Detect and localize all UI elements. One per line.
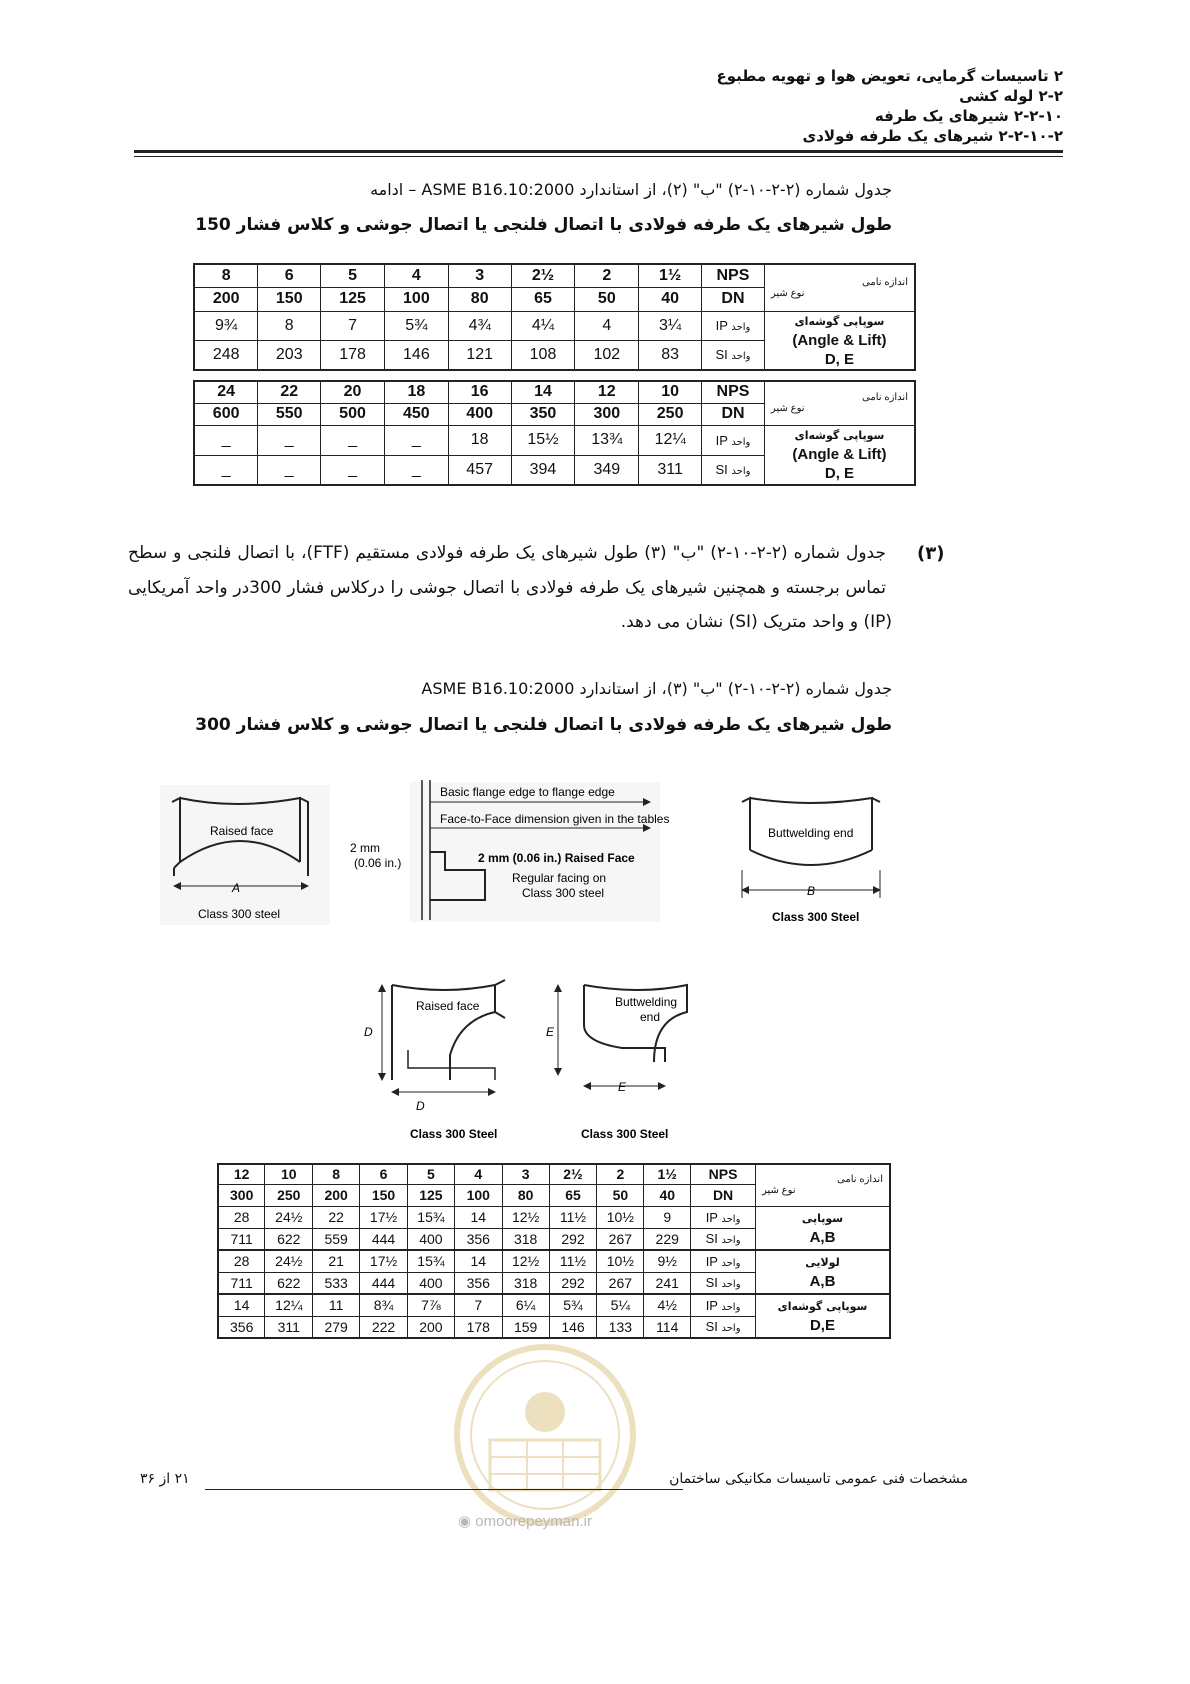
dn-cell: 100 (384, 287, 448, 311)
valve-type-globe: سوپاپی A,B (755, 1206, 890, 1250)
si-cell: _ (321, 455, 385, 485)
globe-icon: ◉ (458, 1513, 472, 1530)
ip-cell: 15¾ (407, 1206, 454, 1228)
ip-cell: 17½ (360, 1206, 408, 1228)
nps-cell: 12 (575, 381, 639, 403)
figure-raised-face-angle (364, 980, 505, 1141)
si-cell: 533 (313, 1272, 360, 1294)
si-cell: 318 (502, 1272, 549, 1294)
ip-cell: 22 (313, 1206, 360, 1228)
size-type-label: اندازه نامی نوع شیر (764, 264, 915, 311)
footer-rule (205, 1489, 683, 1490)
nps-cell: 1½ (644, 1164, 691, 1184)
si-cell: 114 (644, 1316, 691, 1338)
ip-cell: 5¼ (597, 1294, 644, 1316)
si-cell: 318 (502, 1228, 549, 1250)
size-type-label: اندازه نامی نوع شیر (755, 1164, 890, 1206)
ip-cell: 5¾ (384, 311, 448, 340)
nps-header: NPS (702, 381, 765, 403)
nps-cell: 6 (258, 264, 321, 287)
ip-cell: 8 (258, 311, 321, 340)
ip-cell: 7 (454, 1294, 502, 1316)
ip-cell: _ (321, 425, 385, 455)
ip-cell: 24½ (265, 1206, 313, 1228)
si-cell: 356 (218, 1316, 265, 1338)
header-rule-thick (134, 150, 1063, 153)
si-cell: 108 (511, 340, 575, 370)
nps-cell: 14 (511, 381, 575, 403)
dn-cell: 125 (321, 287, 385, 311)
figure-buttwelding-angle (546, 985, 687, 1141)
si-cell: 311 (639, 455, 702, 485)
unit-si: SI واحد (691, 1272, 756, 1294)
figure-dim-d: D (364, 1025, 373, 1039)
figure-label: Face-to-Face dimension given in the tables (440, 812, 670, 826)
paragraph-line-1: جدول شماره (۲-۲-۱۰-۲) "ب" (۳) طول شیرهای یک طرفه فولادی مستقیم (FTF)، با اتصال فلنجی و سطح (128, 543, 886, 563)
figure-label: Raised face (416, 999, 480, 1013)
nps-cell: 22 (258, 381, 321, 403)
footer-watermark: ◉ omoorepeyman.ir (458, 1513, 592, 1530)
ip-cell: _ (258, 425, 321, 455)
si-cell: 400 (407, 1228, 454, 1250)
table-title-1: طول شیرهای یک طرفه فولادی با اتصال فلنجی یا اتصال جوشی و کلاس فشار 150 (195, 215, 892, 235)
figure-label: Raised face (210, 824, 274, 838)
nps-cell: 2½ (549, 1164, 597, 1184)
nps-cell: 4 (384, 264, 448, 287)
nps-cell: 18 (384, 381, 448, 403)
si-cell: 711 (218, 1228, 265, 1250)
ip-cell: 12¼ (265, 1294, 313, 1316)
valve-dimension-figures (160, 780, 1040, 1150)
nps-cell: 12 (218, 1164, 265, 1184)
unit-si: SI واحد (702, 455, 765, 485)
nps-cell: 3 (448, 264, 511, 287)
si-cell: 400 (407, 1272, 454, 1294)
si-cell: _ (258, 455, 321, 485)
ip-cell: 13¾ (575, 425, 639, 455)
si-cell: 121 (448, 340, 511, 370)
nps-cell: 2 (597, 1164, 644, 1184)
header-line-4: ۲-۲-۱۰-۲ شیرهای یک طرفه فولادی (802, 127, 1063, 145)
unit-ip: IP واحد (691, 1206, 756, 1228)
ip-cell: 4¼ (511, 311, 575, 340)
nps-cell: 4 (454, 1164, 502, 1184)
header-line-1: ۲ تاسیسات گرمایی، تعویض هوا و تهویه مطبوع (716, 67, 1063, 85)
nps-cell: 20 (321, 381, 385, 403)
si-cell: 292 (549, 1272, 597, 1294)
ip-cell: 10½ (597, 1250, 644, 1272)
si-cell: 394 (511, 455, 575, 485)
dn-cell: 65 (511, 287, 575, 311)
dn-header: DN (702, 403, 765, 425)
dn-cell: 200 (313, 1184, 360, 1206)
ip-cell: 11½ (549, 1250, 597, 1272)
si-cell: 711 (218, 1272, 265, 1294)
si-cell: 146 (384, 340, 448, 370)
paragraph-marker: (۳) (917, 543, 945, 564)
dn-cell: 125 (407, 1184, 454, 1206)
ip-cell: 7 (321, 311, 385, 340)
table-caption-1: جدول شماره (۲-۲-۱۰-۲) "ب" (۲)، از استاندارد ASME B16.10:2000 – ادامه (370, 180, 892, 199)
header-line-3: ۲-۲-۱۰ شیرهای یک طرفه (874, 107, 1063, 125)
ip-cell: 14 (454, 1206, 502, 1228)
dn-cell: 40 (639, 287, 702, 311)
ip-cell: 11½ (549, 1206, 597, 1228)
watermark-seal (450, 1340, 640, 1530)
figure-label: Basic flange edge to flange edge (440, 785, 615, 799)
figure-caption: Class 300 Steel (581, 1127, 669, 1141)
dn-cell: 80 (502, 1184, 549, 1206)
si-cell: 349 (575, 455, 639, 485)
dn-cell: 150 (360, 1184, 408, 1206)
si-cell: 267 (597, 1228, 644, 1250)
nps-cell: 2½ (511, 264, 575, 287)
valve-type-angle-lift: سوپاپی گوشه‌ای (Angle & Lift) D, E (764, 425, 915, 485)
ip-cell: 4 (575, 311, 639, 340)
valve-type-angle: سوپاپی گوشه‌ای D,E (755, 1294, 890, 1338)
ip-cell: 12½ (502, 1250, 549, 1272)
footer-page-number: ۲۱ از ۳۶ (140, 1471, 190, 1487)
nps-cell: 5 (407, 1164, 454, 1184)
valve-type-swing: لولایی A,B (755, 1250, 890, 1294)
si-cell: 178 (321, 340, 385, 370)
valve-table-300 (217, 1163, 891, 1339)
ip-cell: 28 (218, 1206, 265, 1228)
dn-cell: 300 (218, 1184, 265, 1206)
ip-cell: 12¼ (639, 425, 702, 455)
unit-ip: IP واحد (691, 1294, 756, 1316)
valve-type-angle-lift: سوپاپی گوشه‌ای (Angle & Lift) D, E (764, 311, 915, 370)
ip-cell: 10½ (597, 1206, 644, 1228)
dn-cell: 200 (194, 287, 258, 311)
figure-label: 2 mm (350, 841, 380, 855)
si-cell: 311 (265, 1316, 313, 1338)
ip-cell: 6¼ (502, 1294, 549, 1316)
ip-cell: 9½ (644, 1250, 691, 1272)
si-cell: 133 (597, 1316, 644, 1338)
figure-flange-detail (350, 780, 669, 922)
si-cell: 457 (448, 455, 511, 485)
figure-dim-e: E (546, 1025, 555, 1039)
figure-label: Regular facing on (512, 871, 607, 885)
dn-header: DN (702, 287, 765, 311)
nps-cell: 24 (194, 381, 258, 403)
paragraph-line-2: تماس برجسته و همچنین شیرهای یک طرفه فولادی با اتصال جوشی را درکلاس فشار 300در واحد آمریکایی (128, 578, 886, 598)
dn-cell: 150 (258, 287, 321, 311)
si-cell: _ (194, 455, 258, 485)
si-cell: 200 (407, 1316, 454, 1338)
si-cell: 146 (549, 1316, 597, 1338)
dn-cell: 300 (575, 403, 639, 425)
dn-cell: 50 (597, 1184, 644, 1206)
si-cell: 203 (258, 340, 321, 370)
dn-cell: 550 (258, 403, 321, 425)
ip-cell: 5¾ (549, 1294, 597, 1316)
si-cell: 267 (597, 1272, 644, 1294)
dn-cell: 50 (575, 287, 639, 311)
si-cell: 622 (265, 1228, 313, 1250)
nps-cell: 6 (360, 1164, 408, 1184)
valve-table-150-b (193, 380, 916, 486)
dn-cell: 250 (265, 1184, 313, 1206)
ip-cell: 4¾ (448, 311, 511, 340)
si-cell: 248 (194, 340, 258, 370)
footer-title: مشخصات فنی عمومی تاسیسات مکانیکی ساختمان (669, 1471, 968, 1487)
si-cell: 159 (502, 1316, 549, 1338)
unit-si: SI واحد (691, 1316, 756, 1338)
si-cell: _ (384, 455, 448, 485)
header-line-2: ۲-۲ لوله کشی (959, 87, 1063, 105)
nps-header: NPS (691, 1164, 756, 1184)
si-cell: 356 (454, 1228, 502, 1250)
figure-caption: Class 300 Steel (410, 1127, 498, 1141)
figure-caption: Class 300 Steel (772, 910, 860, 924)
nps-cell: 5 (321, 264, 385, 287)
si-cell: 102 (575, 340, 639, 370)
nps-cell: 16 (448, 381, 511, 403)
ip-cell: 4½ (644, 1294, 691, 1316)
nps-cell: 8 (194, 264, 258, 287)
dn-header: DN (691, 1184, 756, 1206)
table-caption-2: جدول شماره (۲-۲-۱۰-۲) "ب" (۳)، از استاندارد ASME B16.10:2000 (421, 679, 892, 698)
si-cell: 178 (454, 1316, 502, 1338)
unit-si: SI واحد (691, 1228, 756, 1250)
si-cell: 229 (644, 1228, 691, 1250)
ip-cell: 28 (218, 1250, 265, 1272)
dn-cell: 40 (644, 1184, 691, 1206)
nps-cell: 2 (575, 264, 639, 287)
figure-label: end (640, 1010, 661, 1024)
figure-label: Buttwelding end (768, 826, 854, 840)
figure-label: Class 300 steel (522, 886, 605, 900)
dn-cell: 350 (511, 403, 575, 425)
dn-cell: 250 (639, 403, 702, 425)
unit-ip: IP واحد (691, 1250, 756, 1272)
figure-caption: Class 300 steel (198, 907, 281, 921)
ip-cell: 24½ (265, 1250, 313, 1272)
dn-cell: 500 (321, 403, 385, 425)
dn-cell: 450 (384, 403, 448, 425)
ip-cell: 17½ (360, 1250, 408, 1272)
figure-label: Buttwelding (615, 995, 678, 1009)
nps-header: NPS (702, 264, 765, 287)
figure-label: (0.06 in.) (354, 856, 402, 870)
unit-ip: IP واحد (702, 311, 765, 340)
si-cell: 356 (454, 1272, 502, 1294)
si-cell: 444 (360, 1228, 408, 1250)
ip-cell: 9¾ (194, 311, 258, 340)
ip-cell: 14 (454, 1250, 502, 1272)
dn-cell: 65 (549, 1184, 597, 1206)
dn-cell: 80 (448, 287, 511, 311)
si-cell: 222 (360, 1316, 408, 1338)
dn-cell: 600 (194, 403, 258, 425)
table-title-2: طول شیرهای یک طرفه فولادی با اتصال فلنجی یا اتصال جوشی و کلاس فشار 300 (195, 715, 892, 735)
ip-cell: 15¾ (407, 1250, 454, 1272)
figure-buttwelding-straight (742, 798, 880, 924)
ip-cell: 18 (448, 425, 511, 455)
figure-dim-d: D (416, 1099, 425, 1113)
ip-cell: 15½ (511, 425, 575, 455)
nps-cell: 10 (265, 1164, 313, 1184)
ip-cell: 11 (313, 1294, 360, 1316)
nps-cell: 1½ (639, 264, 702, 287)
nps-cell: 8 (313, 1164, 360, 1184)
dn-cell: 400 (448, 403, 511, 425)
nps-cell: 3 (502, 1164, 549, 1184)
figure-dim-a: A (232, 881, 241, 895)
figure-dim-b: B (807, 884, 816, 898)
figure-dim-e: E (618, 1080, 627, 1094)
size-type-label: اندازه نامی نوع شیر (764, 381, 915, 425)
ip-cell: 9 (644, 1206, 691, 1228)
si-cell: 292 (549, 1228, 597, 1250)
ip-cell: _ (384, 425, 448, 455)
figure-label: 2 mm (0.06 in.) Raised Face (478, 851, 635, 865)
si-cell: 622 (265, 1272, 313, 1294)
ip-cell: 3¼ (639, 311, 702, 340)
unit-ip: IP واحد (702, 425, 765, 455)
si-cell: 241 (644, 1272, 691, 1294)
ip-cell: _ (194, 425, 258, 455)
ip-cell: 14 (218, 1294, 265, 1316)
paragraph-line-3: (IP) و واحد متریک (SI) نشان می دهد. (620, 612, 892, 632)
ip-cell: 7⅞ (407, 1294, 454, 1316)
si-cell: 83 (639, 340, 702, 370)
valve-table-150-a (193, 263, 916, 371)
ip-cell: 21 (313, 1250, 360, 1272)
si-cell: 559 (313, 1228, 360, 1250)
unit-si: SI واحد (702, 340, 765, 370)
si-cell: 444 (360, 1272, 408, 1294)
si-cell: 279 (313, 1316, 360, 1338)
nps-cell: 10 (639, 381, 702, 403)
header-rule-thin (134, 156, 1063, 157)
figure-raised-face-straight (160, 785, 330, 925)
ip-cell: 8¾ (360, 1294, 408, 1316)
ip-cell: 12½ (502, 1206, 549, 1228)
dn-cell: 100 (454, 1184, 502, 1206)
